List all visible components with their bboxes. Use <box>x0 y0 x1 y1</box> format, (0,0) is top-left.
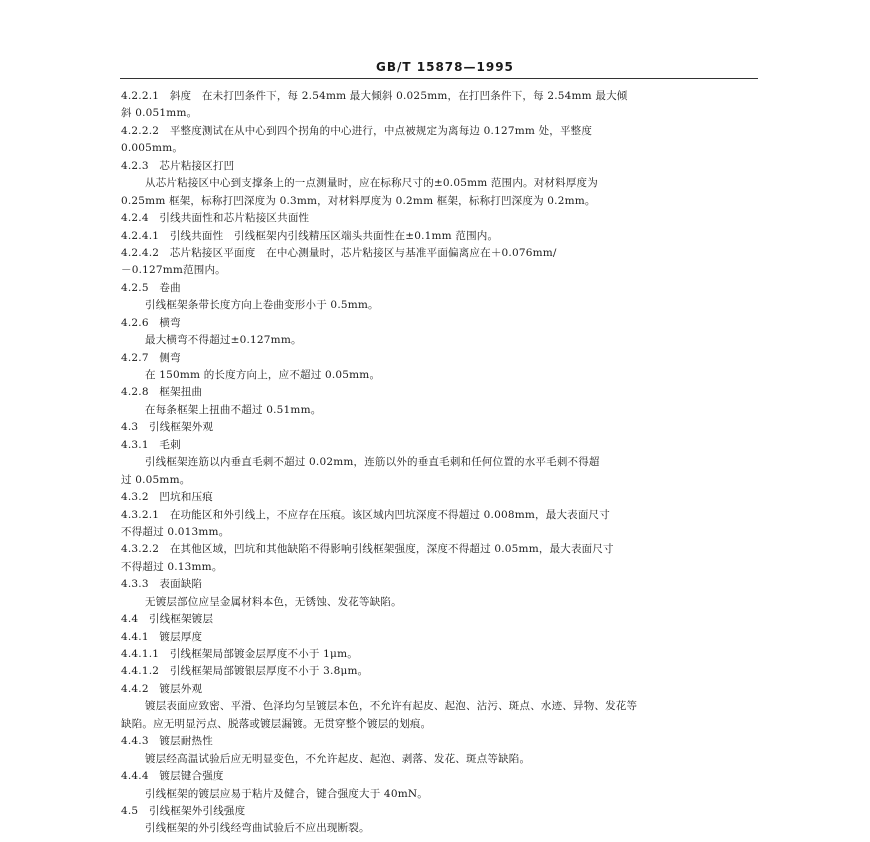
text-line: 引线框架的镀层应易于粘片及健合，键合强度大于 40mN。 <box>145 787 428 800</box>
section-heading: 4.2.5 卷曲 <box>121 281 181 294</box>
text-line: 镀层表面应致密、平滑、色泽均匀呈镀层本色，不允许有起皮、起泡、沾污、斑点、水迹、异物、发花等 <box>145 700 638 713</box>
section-heading: 4.4.2 镀层外观 <box>121 682 203 695</box>
text-line: 引线框架条带长度方向上卷曲变形小于 0.5mm。 <box>145 299 379 312</box>
text-line: 4.3.2.2 在其他区域，凹坑和其他缺陷不得影响引线框架强度，深度不得超过 0.05mm，最大表面尺寸 <box>121 543 614 556</box>
text-line: 从芯片粘接区中心到支撑条上的一点测量时，应在标称尺寸的±0.05mm 范围内。对材料厚度为 <box>145 177 598 190</box>
text-line: 0.005mm。 <box>121 142 184 155</box>
section-heading: 4.2.7 侧弯 <box>121 351 181 364</box>
text-line: 斜 0.051mm。 <box>121 107 198 120</box>
section-heading: 4.4.1 镀层厚度 <box>121 630 203 643</box>
text-line: 不得超过 0.13mm。 <box>121 560 223 573</box>
document-body <box>121 88 771 838</box>
text-line: 4.2.4.2 芯片粘接区平面度 在中心测量时，芯片粘接区与基准平面偏离应在＋0.076mm/ <box>121 246 557 259</box>
text-line: 引线框架连筋以内垂直毛刺不超过 0.02mm，连筋以外的垂直毛刺和任何位置的水平毛刺不得超 <box>145 456 600 469</box>
text-line: 不得超过 0.013mm。 <box>121 525 230 538</box>
text-line: 4.3.2.1 在功能区和外引线上，不应存在压痕。该区域内凹坑深度不得超过 0.008mm，最大表面尺寸 <box>121 508 610 521</box>
text-line: 引线框架的外引线经弯曲试验后不应出现断裂。 <box>145 822 370 835</box>
text-line: 4.2.2.2 平整度测试在从中心到四个拐角的中心进行，中点被规定为离每边 0.127mm 处，平整度 <box>121 124 593 137</box>
section-heading: 4.4.3 镀层耐热性 <box>121 735 213 748</box>
text-line: －0.127mm范围内。 <box>121 264 226 277</box>
section-heading: 4.4.4 镀层键合强度 <box>121 770 224 783</box>
section-heading: 4.2.6 横弯 <box>121 316 181 329</box>
text-line: 在 150mm 的长度方向上，应不超过 0.05mm。 <box>145 369 381 381</box>
text-line: 无镀层部位应呈金属材料本色，无锈蚀、发花等缺陷。 <box>145 595 402 608</box>
section-heading: 4.5 引线框架外引线强度 <box>121 804 246 817</box>
text-line: 镀层经高温试验后应无明显变色，不允许起皮、起泡、剥落、发花、斑点等缺陷。 <box>145 752 531 765</box>
section-heading: 4.4 引线框架镀层 <box>121 613 214 626</box>
section-heading: 4.3.2 凹坑和压痕 <box>121 491 213 504</box>
text-line: 4.4.1.2 引线框架局部镀银层厚度不小于 3.8μm。 <box>121 665 369 678</box>
header-rule <box>120 78 758 79</box>
section-heading: 4.2.3 芯片粘接区打凹 <box>121 159 235 172</box>
section-heading: 4.2.8 框架扭曲 <box>121 386 203 399</box>
standard-number-header: GB/T 15878—1995 <box>376 60 514 74</box>
section-heading: 4.3.3 表面缺陷 <box>121 578 203 591</box>
text-line: 缺陷。应无明显污点、脱落或镀层漏镀。无贯穿整个镀层的划痕。 <box>121 717 432 730</box>
text-line: 过 0.05mm。 <box>121 473 191 486</box>
section-heading: 4.2.4 引线共面性和芯片粘接区共面性 <box>121 212 310 225</box>
text-line: 4.4.1.1 引线框架局部镀金层厚度不小于 1μm。 <box>121 648 358 660</box>
section-heading: 4.3 引线框架外观 <box>121 421 214 434</box>
section-heading: 4.3.1 毛刺 <box>121 438 181 451</box>
text-line: 0.25mm 框架，标称打凹深度为 0.3mm，对材料厚度为 0.2mm 框架，标称打凹深度为 0.2mm。 <box>121 194 596 207</box>
text-line: 最大横弯不得超过±0.127mm。 <box>145 334 302 347</box>
text-line: 4.2.4.1 引线共面性 引线框架内引线精压区端头共面性在±0.1mm 范围内。 <box>121 229 499 242</box>
text-line: 4.2.2.1 斜度 在未打凹条件下，每 2.54mm 最大倾斜 0.025mm，在打凹条件下，每 2.54mm 最大倾 <box>121 90 628 102</box>
text-line: 在每条框架上扭曲不超过 0.51mm。 <box>145 403 322 416</box>
